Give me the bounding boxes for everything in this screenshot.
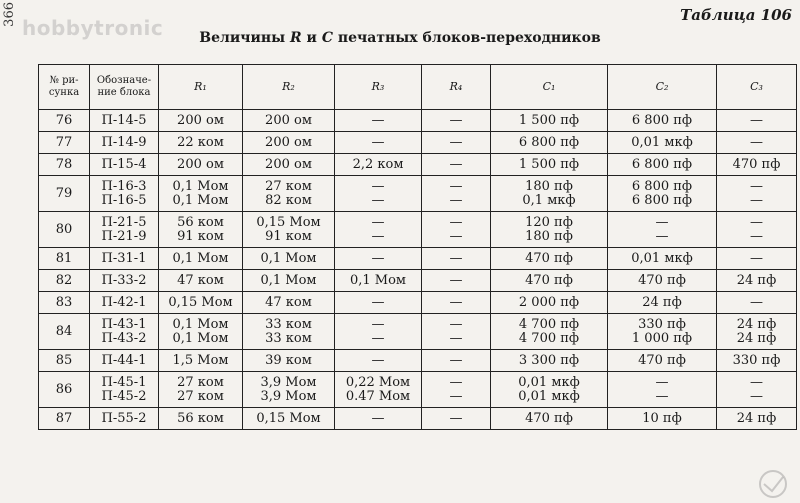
cell-figure-number: 77 bbox=[39, 132, 90, 154]
cell-r4 bbox=[422, 110, 491, 132]
cell-r3 bbox=[335, 314, 422, 350]
cell-value: 3 300 пф bbox=[518, 352, 580, 368]
cell-c3 bbox=[717, 212, 797, 248]
cell-value: 180 пф bbox=[525, 228, 573, 244]
cell-r2 bbox=[243, 292, 335, 314]
table-row bbox=[39, 270, 797, 292]
cell-c3 bbox=[717, 110, 797, 132]
header-c1: C₁ bbox=[491, 65, 608, 110]
table-row bbox=[39, 248, 797, 270]
cell-value: 24 пф bbox=[736, 316, 777, 332]
cell-r2 bbox=[243, 110, 335, 132]
cell-value: П-43-2 bbox=[101, 330, 147, 346]
table-row bbox=[39, 212, 797, 248]
cell-c2 bbox=[608, 270, 717, 292]
cell-value: 10 пф bbox=[642, 410, 682, 426]
cell-block bbox=[90, 350, 159, 372]
cell-c1 bbox=[491, 408, 608, 430]
cell-value: — bbox=[449, 316, 463, 332]
cell-value: — bbox=[449, 192, 463, 208]
table-body bbox=[39, 110, 797, 430]
cell-value: 0,01 мкф bbox=[631, 250, 693, 266]
cell-value: — bbox=[449, 388, 463, 404]
table-row bbox=[39, 350, 797, 372]
cell-r1 bbox=[159, 110, 243, 132]
cell-r2 bbox=[243, 314, 335, 350]
cell-c3 bbox=[717, 270, 797, 292]
cell-r2 bbox=[243, 350, 335, 372]
cell-value: 0,1 Мом bbox=[172, 316, 229, 332]
cell-value: 470 пф bbox=[732, 156, 781, 172]
cell-c1 bbox=[491, 248, 608, 270]
cell-value: — bbox=[750, 134, 763, 150]
cell-value: — bbox=[449, 250, 463, 266]
cell-r2 bbox=[243, 132, 335, 154]
cell-c1 bbox=[491, 154, 608, 176]
header-num: № ри-сунка bbox=[39, 65, 90, 110]
cell-value: — bbox=[371, 228, 385, 244]
cell-value: 39 ком bbox=[265, 352, 312, 368]
cell-c3 bbox=[717, 314, 797, 350]
cell-value: 1 500 пф bbox=[518, 156, 580, 172]
cell-value: 470 пф bbox=[525, 250, 573, 266]
cell-value: — bbox=[371, 330, 385, 346]
cell-value: 4 700 пф bbox=[518, 330, 580, 346]
cell-figure-number: 83 bbox=[39, 292, 90, 314]
cell-value: 0,01 мкф bbox=[631, 134, 693, 150]
page-number: 366 bbox=[2, 2, 17, 27]
cell-value: 0,15 Мом bbox=[256, 214, 321, 230]
cell-r4 bbox=[422, 176, 491, 212]
cell-block bbox=[90, 314, 159, 350]
cell-c1 bbox=[491, 270, 608, 292]
values-table bbox=[38, 64, 797, 430]
cell-r2 bbox=[243, 408, 335, 430]
cell-value: — bbox=[371, 178, 385, 194]
cell-c3 bbox=[717, 292, 797, 314]
cell-c3 bbox=[717, 350, 797, 372]
cell-value: — bbox=[750, 112, 763, 128]
cell-r3 bbox=[335, 176, 422, 212]
cell-value: — bbox=[371, 316, 385, 332]
cell-r4 bbox=[422, 132, 491, 154]
cell-value: П-14-9 bbox=[101, 134, 147, 150]
cell-c1 bbox=[491, 176, 608, 212]
cell-r1 bbox=[159, 132, 243, 154]
cell-value: П-21-9 bbox=[101, 228, 147, 244]
cell-figure-number: 80 bbox=[39, 212, 90, 248]
cell-value: — bbox=[371, 134, 385, 150]
table-row bbox=[39, 132, 797, 154]
cell-value: — bbox=[371, 410, 385, 426]
header-block: Обозначе-ние блока bbox=[90, 65, 159, 110]
cell-value: 6 800 пф bbox=[631, 112, 693, 128]
table-header-row bbox=[39, 65, 797, 110]
cell-r1 bbox=[159, 408, 243, 430]
cell-value: 0,1 Мом bbox=[349, 272, 407, 288]
cell-r1 bbox=[159, 372, 243, 408]
cell-value: 22 ком bbox=[177, 134, 224, 150]
caption-prefix: Величины bbox=[199, 30, 291, 46]
cell-r3 bbox=[335, 212, 422, 248]
cell-r1 bbox=[159, 154, 243, 176]
watermark: hobbytronic bbox=[22, 16, 164, 40]
cell-c1 bbox=[491, 372, 608, 408]
cell-value: П-43-1 bbox=[101, 316, 147, 332]
cell-c2 bbox=[608, 248, 717, 270]
cell-c3 bbox=[717, 132, 797, 154]
cell-value: 3,9 Мом bbox=[260, 388, 317, 404]
cell-value: 6 800 пф bbox=[631, 178, 693, 194]
cell-value: 0,15 Мом bbox=[168, 294, 233, 310]
cell-value: 6 800 пф bbox=[631, 192, 693, 208]
cell-r3 bbox=[335, 154, 422, 176]
cell-r4 bbox=[422, 372, 491, 408]
cell-r4 bbox=[422, 270, 491, 292]
cell-figure-number: 81 bbox=[39, 248, 90, 270]
cell-figure-number: 79 bbox=[39, 176, 90, 212]
cell-value: — bbox=[449, 134, 463, 150]
cell-value: 0,22 Мом bbox=[345, 374, 411, 390]
cell-value: 2,2 ком bbox=[352, 156, 404, 172]
cell-value: 0,1 Мом bbox=[260, 272, 317, 288]
table-row bbox=[39, 176, 797, 212]
cell-value: — bbox=[371, 112, 385, 128]
cell-value: 0,1 мкф bbox=[522, 192, 576, 208]
table-row bbox=[39, 154, 797, 176]
cell-value: 470 пф bbox=[638, 352, 686, 368]
cell-c2 bbox=[608, 314, 717, 350]
cell-value: — bbox=[655, 374, 669, 390]
table-row bbox=[39, 408, 797, 430]
cell-value: 6 800 пф bbox=[631, 156, 693, 172]
cell-r4 bbox=[422, 248, 491, 270]
cell-value: — bbox=[655, 388, 669, 404]
cell-value: — bbox=[655, 214, 669, 230]
cell-value: 0.47 Мом bbox=[345, 388, 411, 404]
cell-value: 0,1 Мом bbox=[260, 250, 317, 266]
cell-value: — bbox=[449, 272, 463, 288]
cell-value: — bbox=[449, 214, 463, 230]
table-caption bbox=[0, 30, 800, 46]
cell-c2 bbox=[608, 212, 717, 248]
cell-c2 bbox=[608, 372, 717, 408]
cell-block bbox=[90, 110, 159, 132]
cell-value: 330 пф bbox=[732, 352, 781, 368]
cell-c3 bbox=[717, 176, 797, 212]
cell-value: 24 пф bbox=[736, 330, 777, 346]
table-row bbox=[39, 372, 797, 408]
cell-c3 bbox=[717, 248, 797, 270]
cell-value: — bbox=[750, 388, 763, 404]
cell-r2 bbox=[243, 372, 335, 408]
cell-value: 24 пф bbox=[736, 272, 777, 288]
cell-value: 82 ком bbox=[265, 192, 312, 208]
cell-value: 33 ком bbox=[265, 316, 312, 332]
cell-r1 bbox=[159, 292, 243, 314]
cell-value: 27 ком bbox=[265, 178, 312, 194]
cell-r4 bbox=[422, 292, 491, 314]
cell-value: 1 000 пф bbox=[631, 330, 693, 346]
cell-block bbox=[90, 132, 159, 154]
caption-suffix: печатных блоков-переходников bbox=[332, 30, 601, 46]
cell-block bbox=[90, 248, 159, 270]
cell-value: — bbox=[371, 214, 385, 230]
cell-value: — bbox=[449, 294, 463, 310]
cell-value: — bbox=[750, 250, 763, 266]
cell-value: 24 пф bbox=[642, 294, 682, 310]
cell-value: — bbox=[449, 178, 463, 194]
cell-value: 470 пф bbox=[525, 410, 573, 426]
cell-value: 470 пф bbox=[525, 272, 573, 288]
cell-c2 bbox=[608, 408, 717, 430]
cell-value: — bbox=[449, 352, 463, 368]
cell-value: 6 800 пф bbox=[518, 134, 580, 150]
cell-r2 bbox=[243, 248, 335, 270]
cell-value: П-33-2 bbox=[101, 272, 147, 288]
cell-value: 0,1 Мом bbox=[172, 330, 229, 346]
cell-block bbox=[90, 408, 159, 430]
cell-value: — bbox=[449, 112, 463, 128]
cell-value: П-45-2 bbox=[101, 388, 147, 404]
cell-value: 200 ом bbox=[265, 156, 312, 172]
cell-block bbox=[90, 176, 159, 212]
cell-value: — bbox=[750, 214, 763, 230]
cell-block bbox=[90, 270, 159, 292]
cell-figure-number: 85 bbox=[39, 350, 90, 372]
cell-value: П-44-1 bbox=[101, 352, 147, 368]
cell-value: 91 ком bbox=[265, 228, 312, 244]
cell-r4 bbox=[422, 350, 491, 372]
cell-r3 bbox=[335, 248, 422, 270]
cell-value: 330 пф bbox=[638, 316, 686, 332]
cell-value: 200 ом bbox=[265, 112, 312, 128]
cell-value: П-14-5 bbox=[101, 112, 147, 128]
cell-value: 33 ком bbox=[265, 330, 312, 346]
cell-value: 91 ком bbox=[177, 228, 224, 244]
cell-value: 3,9 Мом bbox=[260, 374, 317, 390]
cell-value: 2 000 пф bbox=[518, 294, 580, 310]
cell-value: 56 ком bbox=[177, 214, 224, 230]
cell-value: П-55-2 bbox=[101, 410, 147, 426]
cell-value: — bbox=[371, 352, 385, 368]
cell-value: 0,1 Мом bbox=[172, 250, 229, 266]
cell-value: П-16-3 bbox=[101, 178, 147, 194]
cell-value: — bbox=[750, 374, 763, 390]
cell-r3 bbox=[335, 270, 422, 292]
cell-r3 bbox=[335, 132, 422, 154]
cell-block bbox=[90, 212, 159, 248]
cell-value: — bbox=[449, 374, 463, 390]
cell-value: 24 пф bbox=[736, 410, 777, 426]
cell-figure-number: 78 bbox=[39, 154, 90, 176]
cell-r1 bbox=[159, 248, 243, 270]
header-c3: C₃ bbox=[717, 65, 797, 110]
cell-figure-number: 76 bbox=[39, 110, 90, 132]
cell-r2 bbox=[243, 212, 335, 248]
cell-c1 bbox=[491, 132, 608, 154]
cell-r1 bbox=[159, 176, 243, 212]
cell-value: П-31-1 bbox=[101, 250, 147, 266]
cell-block bbox=[90, 154, 159, 176]
cell-r4 bbox=[422, 314, 491, 350]
cell-c3 bbox=[717, 154, 797, 176]
cell-c3 bbox=[717, 372, 797, 408]
cell-c2 bbox=[608, 292, 717, 314]
cell-value: П-45-1 bbox=[101, 374, 147, 390]
table-row bbox=[39, 292, 797, 314]
table-row bbox=[39, 110, 797, 132]
cell-r2 bbox=[243, 154, 335, 176]
cell-c1 bbox=[491, 314, 608, 350]
cell-value: 56 ком bbox=[177, 410, 224, 426]
cell-c1 bbox=[491, 292, 608, 314]
cell-value: — bbox=[371, 250, 385, 266]
cell-r1 bbox=[159, 270, 243, 292]
cell-value: 200 ом bbox=[265, 134, 312, 150]
cell-figure-number: 82 bbox=[39, 270, 90, 292]
cell-block bbox=[90, 292, 159, 314]
cell-value: — bbox=[449, 330, 463, 346]
cell-value: — bbox=[449, 228, 463, 244]
cell-value: П-21-5 bbox=[101, 214, 147, 230]
cell-r1 bbox=[159, 350, 243, 372]
cell-value: 470 пф bbox=[638, 272, 686, 288]
cell-value: 0,1 Мом bbox=[172, 178, 229, 194]
cell-r4 bbox=[422, 408, 491, 430]
cell-r3 bbox=[335, 408, 422, 430]
header-r1: R₁ bbox=[159, 65, 243, 110]
cell-value: 0,01 мкф bbox=[518, 388, 580, 404]
cell-value: — bbox=[449, 410, 463, 426]
header-r2: R₂ bbox=[243, 65, 335, 110]
cell-c1 bbox=[491, 212, 608, 248]
cell-r3 bbox=[335, 110, 422, 132]
cell-value: 0,1 Мом bbox=[172, 192, 229, 208]
cell-value: — bbox=[655, 228, 669, 244]
cell-value: — bbox=[750, 228, 763, 244]
cell-c2 bbox=[608, 110, 717, 132]
header-c2: C₂ bbox=[608, 65, 717, 110]
cell-figure-number: 86 bbox=[39, 372, 90, 408]
header-r4: R₄ bbox=[422, 65, 491, 110]
cell-value: 120 пф bbox=[525, 214, 573, 230]
cell-block bbox=[90, 372, 159, 408]
cell-c3 bbox=[717, 408, 797, 430]
cell-value: 4 700 пф bbox=[518, 316, 580, 332]
corner-logo-stamp bbox=[750, 469, 796, 499]
cell-value: 1 500 пф bbox=[518, 112, 580, 128]
caption-r: R bbox=[290, 30, 302, 46]
header-r3: R₃ bbox=[335, 65, 422, 110]
cell-c2 bbox=[608, 176, 717, 212]
cell-value: — bbox=[750, 294, 763, 310]
cell-value: П-15-4 bbox=[101, 156, 147, 172]
cell-c2 bbox=[608, 132, 717, 154]
table-row bbox=[39, 314, 797, 350]
cell-value: 200 ом bbox=[177, 156, 224, 172]
cell-c1 bbox=[491, 110, 608, 132]
cell-r4 bbox=[422, 154, 491, 176]
cell-value: 27 ком bbox=[177, 374, 224, 390]
cell-value: — bbox=[371, 294, 385, 310]
cell-value: — bbox=[750, 192, 763, 208]
cell-r3 bbox=[335, 372, 422, 408]
cell-value: — bbox=[750, 178, 763, 194]
cell-value: — bbox=[371, 192, 385, 208]
cell-value: 0,15 Мом bbox=[256, 410, 321, 426]
cell-value: 200 ом bbox=[177, 112, 224, 128]
cell-figure-number: 87 bbox=[39, 408, 90, 430]
cell-figure-number: 84 bbox=[39, 314, 90, 350]
cell-r2 bbox=[243, 270, 335, 292]
cell-value: П-42-1 bbox=[101, 294, 147, 310]
cell-value: 180 пф bbox=[525, 178, 573, 194]
cell-value: 27 ком bbox=[177, 388, 224, 404]
caption-mid: и bbox=[301, 30, 322, 46]
cell-r4 bbox=[422, 212, 491, 248]
cell-r2 bbox=[243, 176, 335, 212]
cell-value: 47 ком bbox=[265, 294, 312, 310]
caption-c: C bbox=[321, 30, 333, 46]
cell-r1 bbox=[159, 212, 243, 248]
cell-c2 bbox=[608, 350, 717, 372]
cell-value: 0,01 мкф bbox=[518, 374, 580, 390]
table-label: Таблица 106 bbox=[680, 6, 792, 24]
cell-r3 bbox=[335, 350, 422, 372]
cell-value: — bbox=[449, 156, 463, 172]
cell-r3 bbox=[335, 292, 422, 314]
cell-c1 bbox=[491, 350, 608, 372]
cell-c2 bbox=[608, 154, 717, 176]
cell-r1 bbox=[159, 314, 243, 350]
cell-value: 1,5 Мом bbox=[172, 352, 229, 368]
cell-value: П-16-5 bbox=[101, 192, 147, 208]
cell-value: 47 ком bbox=[177, 272, 224, 288]
